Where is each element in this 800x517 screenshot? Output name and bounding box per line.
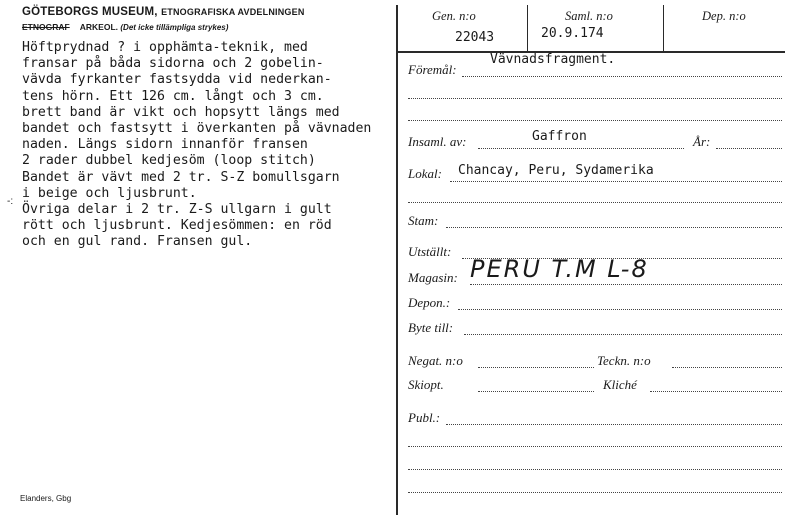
gen-no-header: Gen. n:o bbox=[432, 9, 476, 23]
foremal-value: Vävnadsfragment. bbox=[490, 52, 616, 67]
museum-header bbox=[22, 6, 305, 18]
skiopt-label: Skiopt. bbox=[408, 377, 444, 392]
column-separator bbox=[527, 5, 528, 51]
magasin-handwritten-value: PERU T.M L-8 bbox=[470, 255, 649, 283]
description-line: bandet och fastsytt i överkanten på vävnaden bbox=[22, 121, 372, 137]
dotted-line bbox=[450, 181, 782, 182]
dotted-line bbox=[408, 469, 782, 470]
byte-label: Byte till: bbox=[408, 320, 454, 335]
description-line: och en gul rand. Fransen gul. bbox=[22, 234, 253, 250]
utstallt-label: Utställt: bbox=[408, 244, 452, 259]
dotted-line bbox=[462, 76, 782, 77]
dotted-line bbox=[446, 424, 782, 425]
dotted-line bbox=[408, 446, 782, 447]
description-line: rött och ljusbrunt. Kedjesömmen: en röd bbox=[22, 218, 332, 234]
column-separator bbox=[663, 5, 664, 51]
insaml-label: Insaml. av: bbox=[408, 134, 467, 149]
dotted-line bbox=[672, 367, 782, 368]
description-line: Övriga delar i 2 tr. Z-S ullgarn i gult bbox=[22, 202, 332, 218]
description-line: brett band är vikt och hopsytt längs med bbox=[22, 104, 340, 120]
dep-no-header: Dep. n:o bbox=[702, 9, 746, 23]
museum-name: GÖTEBORGS MUSEUM, bbox=[22, 6, 158, 18]
dotted-line bbox=[408, 492, 782, 493]
negat-label: Negat. n:o bbox=[408, 353, 463, 368]
center-divider bbox=[396, 5, 398, 515]
dotted-line bbox=[470, 284, 782, 285]
dotted-line bbox=[478, 367, 594, 368]
edge-mark: -: bbox=[7, 196, 14, 207]
dotted-line bbox=[716, 148, 782, 149]
description-line: Höftprydnad ? i opphämta-teknik, med bbox=[22, 40, 308, 55]
teckn-label: Teckn. n:o bbox=[597, 353, 651, 368]
description-line: 2 rader dubbel kedjesöm (loop stitch) bbox=[22, 153, 316, 169]
dotted-line bbox=[478, 391, 594, 392]
lokal-value: Chancay, Peru, Sydamerika bbox=[458, 163, 654, 178]
gen-no-value: 22043 bbox=[455, 30, 495, 45]
description-line: naden. Längs sidorn innanför fransen bbox=[22, 137, 308, 153]
kliche-label: Kliché bbox=[603, 377, 637, 392]
department-options bbox=[22, 22, 228, 32]
dotted-line bbox=[408, 98, 782, 99]
description-line: fransar på båda sidorna och 2 gobelin- bbox=[22, 56, 324, 72]
strike-note: (Det icke tillämpliga strykes) bbox=[120, 23, 229, 32]
magasin-label: Magasin: bbox=[408, 270, 458, 285]
dotted-line bbox=[408, 120, 782, 121]
description-line: vävda fyrkanter fastsydda vid nederkan- bbox=[22, 72, 332, 88]
stam-label: Stam: bbox=[408, 213, 439, 228]
dotted-line bbox=[446, 227, 782, 228]
foremal-label: Föremål: bbox=[408, 62, 457, 77]
saml-no-header: Saml. n:o bbox=[565, 9, 613, 23]
insaml-value: Gaffron bbox=[532, 129, 587, 144]
description-line: i beige och ljusbrunt. bbox=[22, 185, 197, 201]
description-line: tens hörn. Ett 126 cm. långt och 3 cm. bbox=[22, 88, 324, 104]
dotted-line bbox=[408, 202, 782, 203]
saml-no-value: 20.9.174 bbox=[541, 26, 604, 41]
printer-name: Elanders, Gbg bbox=[20, 494, 72, 503]
object-description bbox=[22, 40, 371, 251]
dotted-line bbox=[478, 148, 684, 149]
dotted-line bbox=[464, 334, 782, 335]
description-line: Bandet är vävt med 2 tr. S-Z bomullsgarn bbox=[22, 169, 340, 185]
struck-option: ETNOGRAF bbox=[22, 22, 70, 32]
dotted-line bbox=[458, 309, 782, 310]
dotted-line bbox=[650, 391, 782, 392]
arkeol-option: ARKEOL. bbox=[79, 22, 118, 32]
lokal-label: Lokal: bbox=[408, 166, 442, 181]
ar-label: År: bbox=[693, 134, 711, 149]
publ-label: Publ.: bbox=[408, 410, 441, 425]
depon-label: Depon.: bbox=[408, 295, 451, 310]
department-name: ETNOGRAFISKA AVDELNINGEN bbox=[161, 7, 305, 17]
